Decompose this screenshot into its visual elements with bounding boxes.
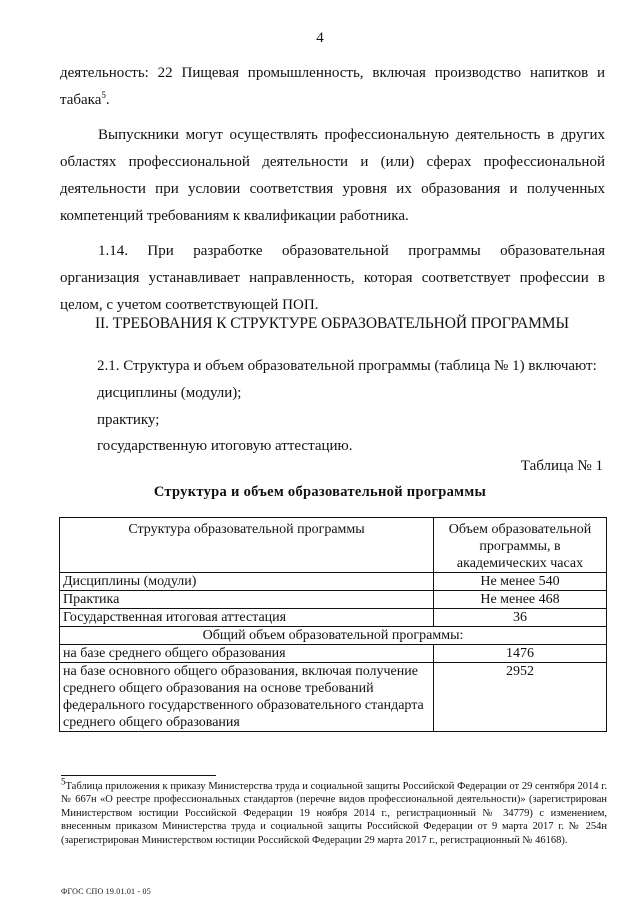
- table-label: Таблица № 1: [520, 458, 603, 474]
- table-header-structure: Структура образовательной программы: [60, 518, 434, 573]
- table-cell-value: Не менее 468: [434, 591, 607, 609]
- footnote-separator: [61, 775, 216, 776]
- table-cell-value: 1476: [434, 645, 607, 663]
- table-cell-name: Практика: [60, 591, 434, 609]
- table-header-row: [60, 518, 607, 573]
- table-row: [60, 591, 607, 609]
- paragraph-3: 1.14. При разработке образовательной программы образовательная организация устанавливает направленность, которая соответствует профессии в целом, с учетом соответствующей ПОП.: [60, 243, 605, 313]
- body-text: [60, 60, 605, 319]
- table-cell-name: на базе среднего общего образования: [60, 645, 434, 663]
- table-cell-name: Государственная итоговая аттестация: [60, 609, 434, 627]
- list-intro: 2.1. Структура и объем образовательной программы (таблица № 1) включают:: [97, 358, 597, 374]
- footnote-mark: 5: [61, 776, 66, 787]
- paragraph-1: [60, 60, 605, 114]
- footnote-text: Таблица приложения к приказу Министерства труда и социальной защиты Российской Федерации от 29 сентября 2014 г. № 667н «О реестре профессиональных стандартов (перечне видов профессиональной деятельности)» (зарегистрирован Министерством юстиции Российской Федерации 19 ноября 2014 г., регистрационный № 34779) с изменением, внесенным приказом Министерства труда и социальной защиты Российской Федерации от 9 марта 2017 г. № 254н (зарегистрирован Министерством юстиции Российской Федерации 29 марта 2017 г., регистрационный № 46168).: [61, 781, 607, 846]
- table-row: [60, 573, 607, 591]
- footnote: [61, 776, 607, 847]
- table-cell-name: на базе основного общего образования, включая получение среднего общего образования на основе требований федерального государственного образовательного стандарта среднего общего образования: [60, 663, 434, 732]
- list-item-attestation: государственную итоговую аттестацию.: [97, 438, 353, 454]
- table-row: [60, 645, 607, 663]
- table-cell-name: Дисциплины (модули): [60, 573, 434, 591]
- paragraph-1-text: деятельность: 22 Пищевая промышленность, включая производство напитков и табака: [60, 65, 605, 108]
- footer-code: ФГОС СПО 19.01.01 - 05: [61, 887, 151, 896]
- table-row: [60, 663, 607, 732]
- paragraph-2: Выпускники могут осуществлять профессиональную деятельность в других областях профессиональной деятельности и (или) сферах профессиональной деятельности при условии соответствия уровня их образования и полученных компетенций требованиям к квалификации работника.: [60, 127, 605, 224]
- page-number: 4: [316, 30, 324, 46]
- paragraph-1-end: .: [105, 92, 110, 108]
- footnote-ref: 5: [101, 90, 106, 100]
- list-item-practice: практику;: [97, 412, 160, 428]
- table-cell-value: 36: [434, 609, 607, 627]
- table-total-row: [60, 627, 607, 645]
- list-item-disciplines: дисциплины (модули);: [97, 385, 242, 401]
- table-title: Структура и объем образовательной программы: [153, 484, 487, 500]
- table-cell-value: 2952: [434, 663, 607, 732]
- table-row: [60, 609, 607, 627]
- table-cell-value: Не менее 540: [434, 573, 607, 591]
- table-header-volume: Объем образовательной программы, в академических часах: [434, 518, 607, 573]
- table-total-label: Общий объем образовательной программы:: [60, 627, 607, 645]
- structure-table: [59, 517, 607, 732]
- section-title: II. ТРЕБОВАНИЯ К СТРУКТУРЕ ОБРАЗОВАТЕЛЬНОЙ ПРОГРАММЫ: [95, 315, 569, 332]
